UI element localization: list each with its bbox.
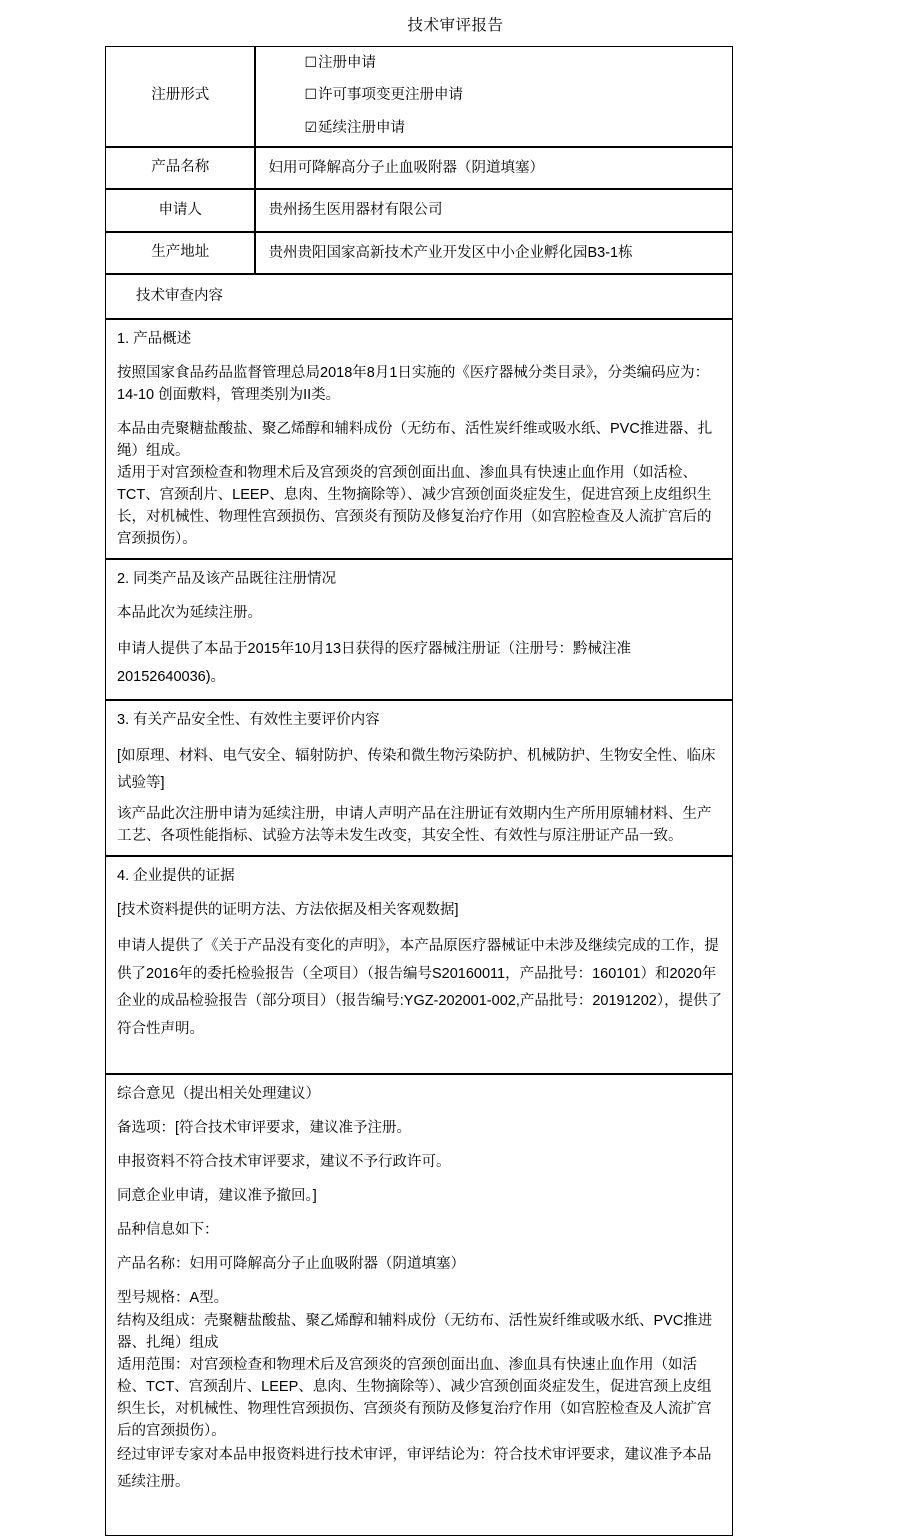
applicant-value-cell (255, 189, 733, 231)
manufacture-address-label: 生产地址 (151, 244, 210, 261)
variety-info-header: 品种信息如下： (117, 1222, 219, 1239)
review-content-header: 技术审查内容 (136, 288, 223, 305)
section-2-heading: 2. 同类产品及该产品既往注册情况 (117, 571, 337, 588)
checkbox-unchecked-icon[interactable]: ☐ (304, 87, 318, 103)
product-name-value: 妇用可降解高分子止血吸附器（阴道填塞） (268, 160, 544, 176)
registration-form-label-cell (105, 46, 255, 148)
section-3-block (106, 701, 732, 855)
variety-model-spec: 型号规格：A型。 (117, 1290, 229, 1307)
section-3-cell (105, 700, 733, 856)
table-row-review-content-header (105, 274, 733, 318)
manufacture-address-label-cell (105, 232, 255, 274)
section-2-cell (105, 559, 733, 700)
table-row-applicant (105, 189, 733, 231)
table-row-product-name (105, 147, 733, 189)
table-row-registration-form (105, 46, 733, 148)
review-content-header-cell (105, 274, 733, 318)
registration-option-1-label: 注册申请 (318, 54, 377, 71)
applicant-value: 贵州扬生医用器材有限公司 (268, 202, 443, 219)
review-conclusion: 经过审评专家对本品申报资料进行技术审评，审评结论为：符合技术审评要求，建议准予本品延续注册。 (117, 1446, 712, 1491)
table-row-section-2 (105, 559, 733, 700)
applicant-label: 申请人 (158, 201, 202, 218)
product-name-label-cell (105, 147, 255, 189)
applicant-label-cell (105, 189, 255, 231)
checkbox-unchecked-icon[interactable]: ☐ (304, 54, 318, 71)
registration-form-option-group (256, 47, 732, 147)
product-name-label: 产品名称 (151, 159, 210, 176)
technical-review-table (105, 46, 733, 1536)
variety-scope-of-application: 适用范围：对宫颈检查和物理术后及宫颈炎的宫颈创面出血、渗血具有快速止血作用（如活检、TCT、宫颈刮片、LEEP、息肉、生物摘除等）、减少宫颈创面炎症发生，促进宫颈上皮组织生长，对机械性、物理性宫颈损伤、宫颈炎有预防及修复治疗作用（如宫腔检查及人流扩宫后的宫颈损伤）。 (117, 1356, 712, 1439)
table-row-comprehensive-opinion (105, 1074, 733, 1536)
section-1-paragraph-2: 本品由壳聚糖盐酸盐、聚乙烯醇和辅料成份（无纺布、活性炭纤维或吸水纸、PVC推进器、扎绳）组成。 (117, 420, 713, 459)
section-3-paragraph-2: 该产品此次注册申请为延续注册，申请人声明产品在注册证有效期内生产所用原辅材料、生产工艺、各项性能指标、试验方法等未发生改变，其安全性、有效性与原注册证产品一致。 (117, 805, 712, 844)
section-2-paragraph-1: 本品此次为延续注册。 (117, 605, 262, 622)
section-4-heading: 4. 企业提供的证据 (117, 868, 235, 885)
section-1-paragraph-3: 适用于对宫颈检查和物理术后及宫颈炎的宫颈创面出血、渗血具有快速止血作用（如活检、TCT、宫颈刮片、LEEP、息肉、生物摘除等）、减少宫颈创面炎症发生，促进宫颈上皮组织生长，对机械性、物理性宫颈损伤、宫颈炎有预防及修复治疗作用（如宫腔检查及人流扩宫后的宫颈损伤）。 (117, 465, 712, 548)
registration-form-label: 注册形式 (151, 87, 210, 104)
section-1-cell (105, 319, 733, 559)
opinion-option-3: 同意企业申请，建议准予撤回。] (117, 1188, 317, 1205)
registration-option-3[interactable] (256, 121, 732, 136)
opinion-trailing-space (117, 1497, 723, 1527)
comprehensive-opinion-cell (105, 1074, 733, 1536)
manufacture-address-value: 贵州贵阳国家高新技术产业开发区中小企业孵化园B3-1栋 (268, 244, 633, 261)
opinion-option-1: 备选项：[符合技术审评要求，建议准予注册。 (117, 1120, 412, 1137)
registration-form-options-cell (255, 46, 733, 148)
registration-option-1[interactable] (256, 56, 732, 71)
section-1-paragraph-1: 按照国家食品药品监督管理总局2018年8月1日实施的《医疗器械分类目录》，分类编码应为：14-10 创面敷料，管理类别为II类。 (117, 364, 710, 403)
manufacture-address-value-cell (255, 232, 733, 274)
section-4-paragraph-2: 申请人提供了《关于产品没有变化的声明》，本产品原医疗器械证中未涉及继续完成的工作，提供了2016年的委托检验报告（全项目）（报告编号S20160011，产品批号：160101）和2020年企业的成品检验报告（部分项目）（报告编号:YGZ-202001-002,产品批号：20191202），提供了符合性声明。 (117, 938, 723, 1037)
registration-option-2[interactable] (256, 88, 732, 103)
registration-option-3-label: 延续注册申请 (318, 119, 406, 136)
section-2-paragraph-2: 申请人提供了本品于2015年10月13日获得的医疗器械注册证（注册号：黔械注准20152640036)。 (117, 641, 632, 685)
section-2-block (106, 560, 732, 699)
table-row-manufacture-address (105, 232, 733, 274)
checkbox-checked-icon[interactable]: ☑ (304, 119, 318, 136)
comprehensive-opinion-heading: 综合意见（提出相关处理建议） (117, 1086, 320, 1103)
section-4-paragraph-1: [技术资料提供的证明方法、方法依据及相关客观数据] (117, 902, 459, 919)
page-title: 技术审评报告 (407, 17, 504, 34)
comprehensive-opinion-block (106, 1075, 732, 1535)
section-1-heading: 1. 产品概述 (117, 330, 192, 347)
variety-structure-composition: 结构及组成：壳聚糖盐酸盐、聚乙烯醇和辅料成份（无纺布、活性炭纤维或吸水纸、PVC推进器、扎绳）组成 (117, 1312, 713, 1351)
registration-option-2-label: 许可事项变更注册申请 (318, 87, 464, 103)
opinion-option-2: 申报资料不符合技术审评要求，建议不予行政许可。 (117, 1154, 451, 1171)
section-1-block (106, 320, 732, 558)
section-4-block (106, 857, 732, 1073)
variety-product-name: 产品名称：妇用可降解高分子止血吸附器（阴道填塞） (117, 1256, 465, 1273)
section-3-heading: 3. 有关产品安全性、有效性主要评价内容 (117, 712, 380, 729)
table-row-section-1 (105, 319, 733, 559)
section-4-trailing-space (117, 1043, 723, 1065)
product-name-value-cell (255, 147, 733, 189)
section-4-cell (105, 856, 733, 1074)
table-row-section-3 (105, 700, 733, 856)
table-row-section-4 (105, 856, 733, 1074)
section-3-paragraph-1: [如原理、材料、电气安全、辐射防护、传染和微生物污染防护、机械防护、生物安全性、临床试验等] (117, 748, 716, 792)
